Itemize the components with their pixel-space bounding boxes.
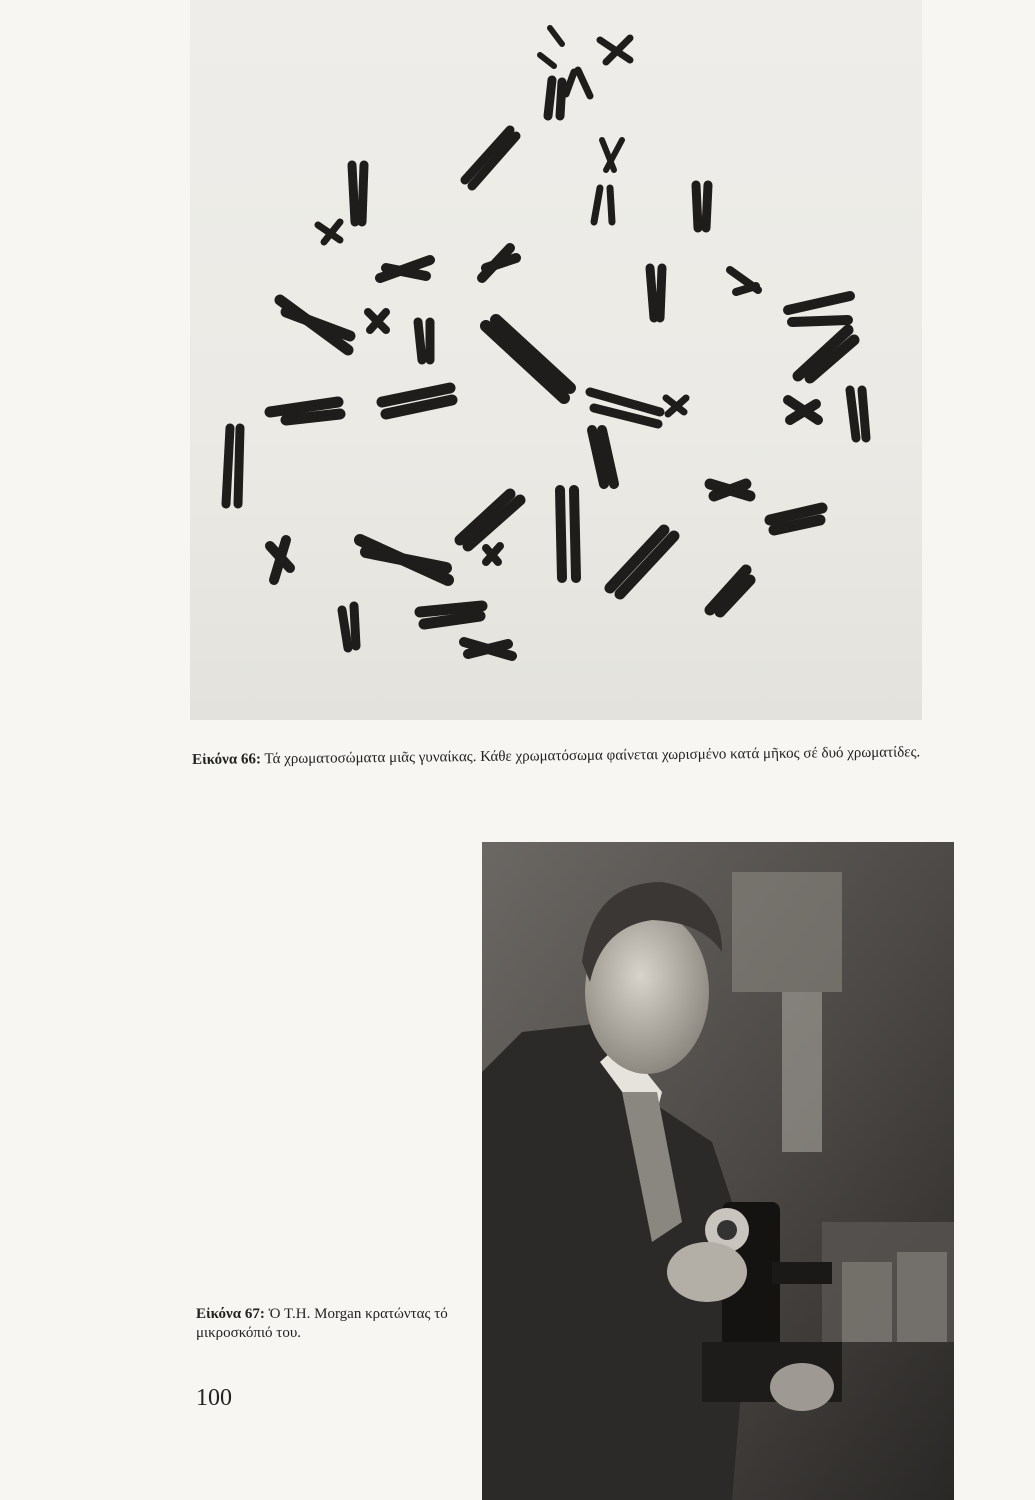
chromosome [280, 300, 350, 350]
chromosome [730, 270, 758, 292]
morgan-portrait-photo [482, 842, 954, 1500]
chromosome [418, 322, 430, 360]
chromosome [602, 140, 622, 170]
chromosome [380, 260, 430, 278]
chromosome [420, 606, 482, 624]
chromosome [650, 268, 662, 318]
chromosome [850, 390, 866, 438]
chromosome [270, 402, 340, 420]
chromosome-micrograph [190, 0, 922, 720]
chromosome [566, 70, 590, 96]
portrait-illustration [482, 842, 954, 1500]
figure-66-caption [192, 743, 932, 770]
chromosome [368, 312, 386, 330]
chromosome [382, 388, 452, 414]
page-number: 100 [196, 1385, 232, 1411]
figure-67-label: Εἰκόνα 67: [196, 1306, 265, 1322]
figure-67-text: Ὁ Τ.Η. Morgan κρατώντας τό μικροσκόπιό του. [196, 1306, 448, 1341]
chromosome [360, 540, 448, 580]
chromosome [352, 165, 364, 222]
chromosome [798, 330, 854, 378]
chromosome [226, 428, 240, 504]
chromosome [610, 530, 674, 594]
chromosome [318, 222, 340, 242]
chromosome [540, 28, 562, 66]
chromosome [594, 188, 612, 222]
chromosome [486, 320, 570, 398]
chromosome [770, 508, 822, 530]
chromosome [592, 430, 614, 484]
chromosome [710, 570, 750, 612]
figure-66-text: Τά χρωματοσώματα μιᾶς γυναίκας. Κάθε χρωματόσωμα φαίνεται χωρισμένο κατά μῆκος σέ δυό χρωματίδες. [264, 744, 921, 768]
chromosome-spread [190, 0, 922, 720]
chromosome [590, 392, 660, 424]
figure-66-label: Εἰκόνα 66: [192, 751, 262, 768]
chromosome [560, 490, 576, 578]
chromosome [666, 398, 686, 414]
chromosome [342, 606, 356, 648]
figure-67-caption [196, 1305, 476, 1343]
chromosome [486, 546, 500, 562]
chromosome [788, 296, 850, 322]
chromosome [464, 642, 512, 656]
chromosome [710, 484, 750, 496]
chromosome [482, 248, 516, 278]
chromosome [788, 400, 818, 420]
chromosome [548, 80, 562, 116]
chromosome [696, 185, 708, 228]
chromosome [270, 540, 290, 580]
chromosome [600, 38, 630, 62]
chromosome [460, 494, 520, 546]
chromosome [465, 130, 516, 186]
